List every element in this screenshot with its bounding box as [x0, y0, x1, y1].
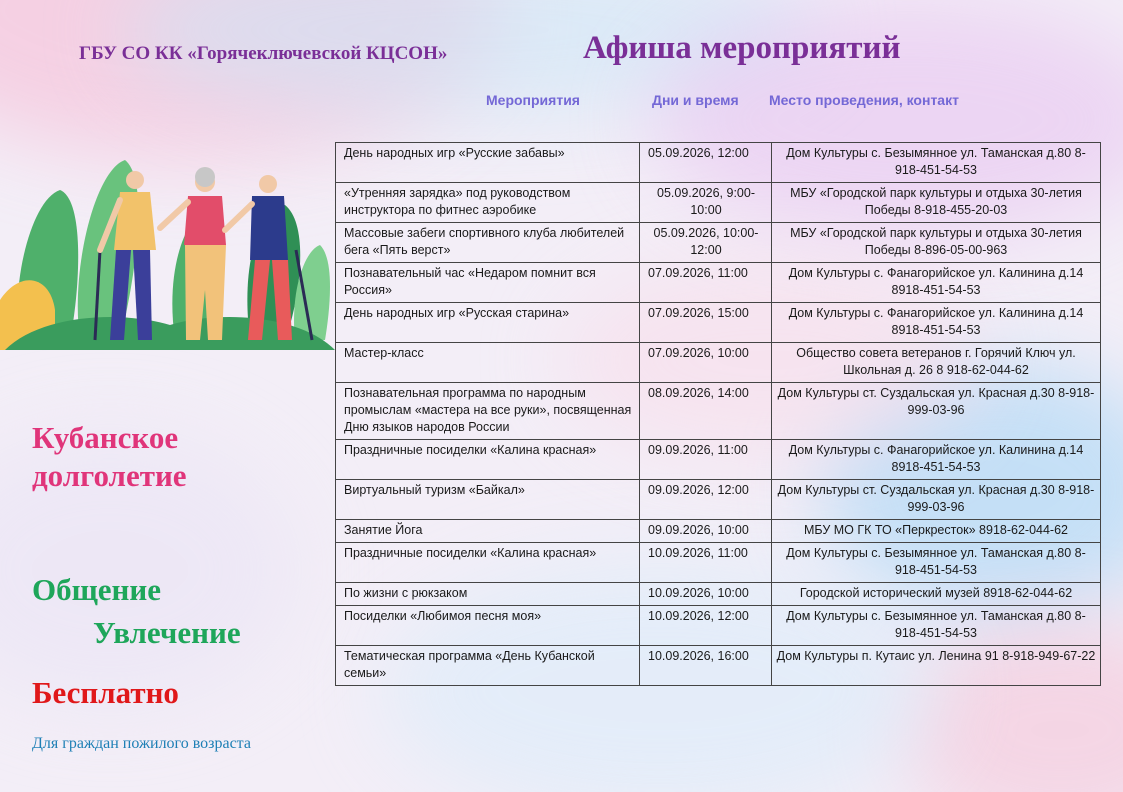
- event-datetime-cell: 10.09.2026, 12:00: [640, 606, 772, 646]
- event-place-cell: Дом Культуры с. Фанагорийское ул. Калинина д.14 8918-451-54-53: [772, 303, 1101, 343]
- table-row: [336, 520, 1101, 543]
- table-row: [336, 440, 1101, 480]
- event-datetime-cell: 09.09.2026, 12:00: [640, 480, 772, 520]
- slogan-free: Бесплатно: [32, 675, 179, 710]
- event-name-cell: Тематическая программа «День Кубанской семьи»: [336, 646, 640, 686]
- event-datetime-cell: 10.09.2026, 10:00: [640, 583, 772, 606]
- slogan-kuban-longevity: Кубанское долголетие: [32, 420, 187, 493]
- table-row: [336, 480, 1101, 520]
- event-place-cell: МБУ «Городской парк культуры и отдыха 30-летия Победы 8-896-05-00-963: [772, 223, 1101, 263]
- event-datetime-cell: 09.09.2026, 10:00: [640, 520, 772, 543]
- event-name-cell: Познавательная программа по народным промыслам «мастера на все руки», посвященная Дню языков народов России: [336, 383, 640, 440]
- event-datetime-cell: 05.09.2026, 10:00-12:00: [640, 223, 772, 263]
- event-place-cell: Дом Культуры с. Безымянное ул. Таманская д.80 8-918-451-54-53: [772, 606, 1101, 646]
- event-place-cell: Дом Культуры с. Безымянное ул. Таманская д.80 8-918-451-54-53: [772, 543, 1101, 583]
- page-title: Афиша мероприятий: [583, 30, 901, 66]
- event-datetime-cell: 09.09.2026, 11:00: [640, 440, 772, 480]
- slogan-for-elderly: Для граждан пожилого возраста: [32, 735, 251, 752]
- table-row: [336, 606, 1101, 646]
- event-place-cell: Дом Культуры ст. Суздальская ул. Красная д.30 8-918-999-03-96: [772, 480, 1101, 520]
- table-row: [336, 543, 1101, 583]
- slogan-communication: Общение: [32, 572, 162, 607]
- event-place-cell: МБУ «Городской парк культуры и отдыха 30-летия Победы 8-918-455-20-03: [772, 183, 1101, 223]
- event-name-cell: Мастер-класс: [336, 343, 640, 383]
- table-row: [336, 223, 1101, 263]
- event-name-cell: Праздничные посиделки «Калина красная»: [336, 440, 640, 480]
- event-datetime-cell: 07.09.2026, 11:00: [640, 263, 772, 303]
- event-name-cell: День народных игр «Русская старина»: [336, 303, 640, 343]
- event-place-cell: Дом Культуры с. Фанагорийское ул. Калинина д.14 8918-451-54-53: [772, 440, 1101, 480]
- event-datetime-cell: 10.09.2026, 11:00: [640, 543, 772, 583]
- table-row: [336, 183, 1101, 223]
- event-place-cell: Дом Культуры п. Кутаис ул. Ленина 91 8-918-949-67-22: [772, 646, 1101, 686]
- event-place-cell: Общество совета ветеранов г. Горячий Ключ ул. Школьная д. 26 8 918-62-044-62: [772, 343, 1101, 383]
- table-row: [336, 583, 1101, 606]
- event-name-cell: Познавательный час «Недаром помнит вся Россия»: [336, 263, 640, 303]
- column-header-events: Мероприятия: [486, 92, 580, 108]
- slogan-hobby: Увлечение: [93, 615, 241, 650]
- events-table: [335, 142, 1101, 686]
- table-row: [336, 143, 1101, 183]
- event-place-cell: Дом Культуры с. Безымянное ул. Таманская д.80 8-918-451-54-53: [772, 143, 1101, 183]
- event-place-cell: Городской исторический музей 8918-62-044-62: [772, 583, 1101, 606]
- event-name-cell: Праздничные посиделки «Калина красная»: [336, 543, 640, 583]
- organization-name: ГБУ СО КК «Горячеключевской КЦСОН»: [79, 43, 448, 64]
- event-name-cell: День народных игр «Русские забавы»: [336, 143, 640, 183]
- event-place-cell: Дом Культуры с. Фанагорийское ул. Калинина д.14 8918-451-54-53: [772, 263, 1101, 303]
- table-row: [336, 303, 1101, 343]
- event-name-cell: По жизни с рюкзаком: [336, 583, 640, 606]
- event-datetime-cell: 10.09.2026, 16:00: [640, 646, 772, 686]
- event-datetime-cell: 07.09.2026, 15:00: [640, 303, 772, 343]
- event-place-cell: Дом Культуры ст. Суздальская ул. Красная д.30 8-918-999-03-96: [772, 383, 1101, 440]
- event-datetime-cell: 05.09.2026, 12:00: [640, 143, 772, 183]
- event-place-cell: МБУ МО ГК ТО «Перкресток» 8918-62-044-62: [772, 520, 1101, 543]
- event-name-cell: Посиделки «Любимоя песня моя»: [336, 606, 640, 646]
- event-name-cell: Виртуальный туризм «Байкал»: [336, 480, 640, 520]
- event-name-cell: «Утренняя зарядка» под руководством инструктора по фитнес аэробике: [336, 183, 640, 223]
- table-row: [336, 263, 1101, 303]
- table-row: [336, 383, 1101, 440]
- event-datetime-cell: 05.09.2026, 9:00-10:00: [640, 183, 772, 223]
- column-header-datetime: Дни и время: [652, 92, 739, 108]
- event-datetime-cell: 08.09.2026, 14:00: [640, 383, 772, 440]
- table-row: [336, 646, 1101, 686]
- table-row: [336, 343, 1101, 383]
- elderly-people-walking-illustration: [0, 150, 335, 350]
- event-name-cell: Занятие Йога: [336, 520, 640, 543]
- event-name-cell: Массовые забеги спортивного клуба любителей бега «Пять верст»: [336, 223, 640, 263]
- column-header-place: Место проведения, контакт: [769, 92, 959, 108]
- event-datetime-cell: 07.09.2026, 10:00: [640, 343, 772, 383]
